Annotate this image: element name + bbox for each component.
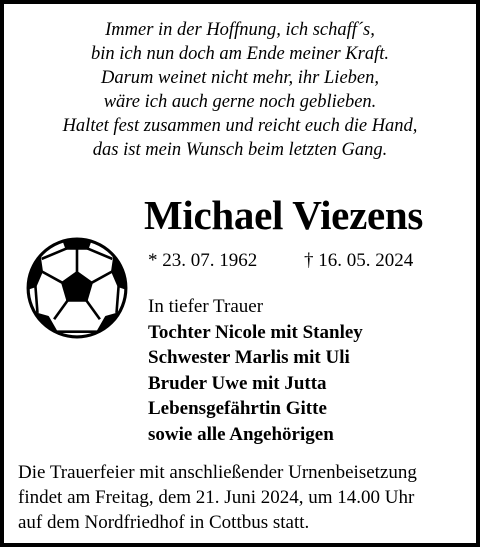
poem-line: Darum weinet nicht mehr, ihr Lieben,: [101, 68, 379, 88]
poem-line: Immer in der Hoffnung, ich schaff´s,: [105, 20, 375, 40]
mourner-entry: Lebensgefährtin Gitte: [148, 398, 327, 420]
death-date: † 16. 05. 2024: [304, 250, 414, 271]
funeral-details-line: findet am Freitag, dem 21. Juni 2024, um 14.00 Uhr: [18, 487, 415, 508]
mourner-entry: sowie alle Angehörigen: [148, 423, 334, 445]
funeral-details-line: auf dem Nordfriedhof in Cottbus statt.: [18, 512, 310, 533]
deceased-name: Michael Viezens: [144, 192, 424, 238]
funeral-details-line: Die Trauerfeier mit anschließender Urnenbeisetzung: [18, 462, 417, 483]
poem-line: bin ich nun doch am Ende meiner Kraft.: [90, 44, 389, 64]
mourner-entry: Tochter Nicole mit Stanley: [148, 321, 363, 343]
mourner-entry: Schwester Marlis mit Uli: [148, 347, 350, 369]
soccer-ball-icon: [25, 236, 129, 340]
memorial-poem: [12, 18, 468, 162]
funeral-details: [18, 460, 462, 535]
mourning-intro: In tiefer Trauer: [148, 296, 264, 317]
life-dates: [148, 249, 414, 273]
mourner-entry: Bruder Uwe mit Jutta: [148, 372, 327, 394]
poem-line: wäre ich auch gerne noch geblieben.: [103, 92, 377, 112]
mourners-list: [148, 294, 363, 448]
poem-line: Haltet fest zusammen und reicht euch die Hand,: [62, 116, 418, 136]
birth-date: * 23. 07. 1962: [148, 250, 258, 271]
poem-line: das ist mein Wunsch beim letzten Gang.: [92, 140, 388, 160]
